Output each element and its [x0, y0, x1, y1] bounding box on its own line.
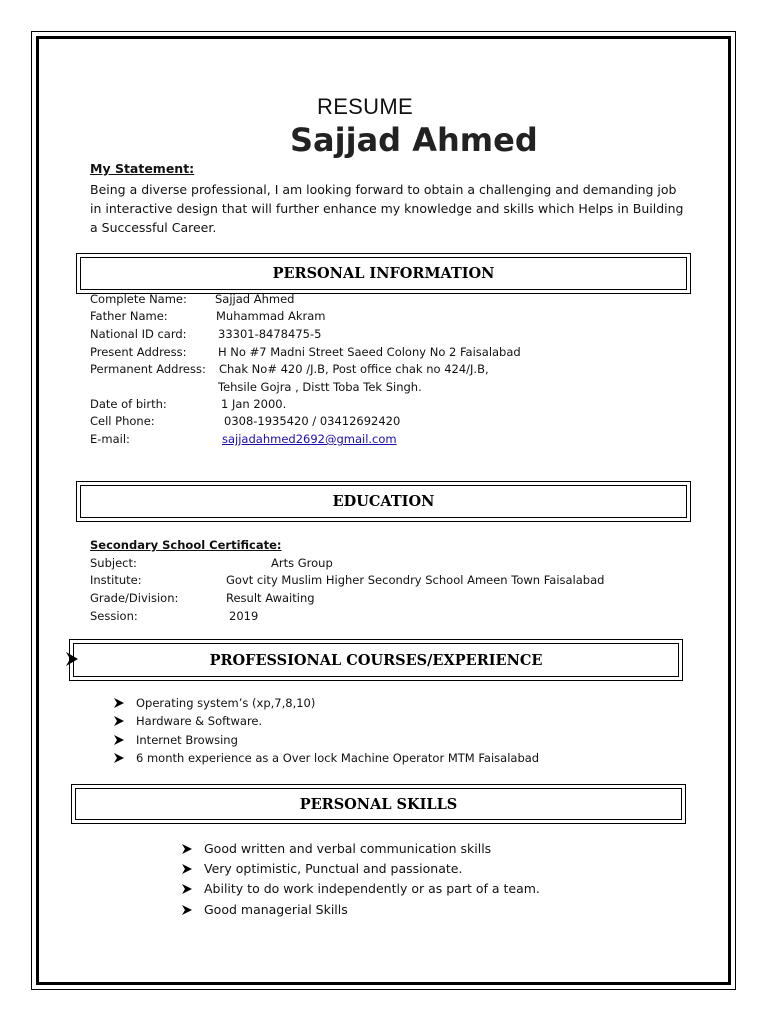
label-session: Session:	[90, 609, 138, 623]
value-complete-name: Sajjad Ahmed	[215, 292, 295, 306]
course-item-text: 6 month experience as a Over lock Machine Operator MTM Faisalabad	[136, 751, 540, 765]
arrow-bullet-icon	[114, 716, 124, 726]
courses-header	[69, 639, 683, 681]
value-national-id: 33301-8478475-5	[218, 327, 322, 341]
course-item-text: Hardware & Software.	[136, 714, 263, 728]
skill-item-text: Very optimistic, Punctual and passionate.	[204, 861, 463, 876]
value-permanent-address-cont: Tehsile Gojra , Distt Toba Tek Singh.	[218, 380, 422, 394]
label-cell-phone: Cell Phone:	[90, 414, 155, 428]
skill-item	[182, 841, 491, 856]
skill-item	[182, 881, 540, 896]
value-father-name: Muhammad Akram	[216, 309, 326, 323]
courses-title: PROFESSIONAL COURSES/EXPERIENCE	[209, 651, 543, 669]
label-national-id: National ID card:	[90, 327, 187, 341]
course-item-text: Internet Browsing	[136, 733, 238, 747]
label-institute: Institute:	[90, 573, 142, 587]
personal-info-header	[76, 253, 691, 294]
skill-item-text: Good written and verbal communication skills	[204, 841, 492, 856]
skill-item	[182, 902, 348, 917]
label-grade: Grade/Division:	[90, 591, 179, 605]
label-father-name: Father Name:	[90, 309, 168, 323]
value-subject: Arts Group	[271, 556, 333, 570]
label-complete-name: Complete Name:	[90, 292, 187, 306]
value-present-address: H No #7 Madni Street Saeed Colony No 2 Faisalabad	[218, 345, 521, 359]
course-item	[114, 696, 315, 710]
stray-arrow-icon	[66, 652, 78, 671]
course-item-text: Operating system’s (xp,7,8,10)	[136, 696, 316, 710]
value-institute: Govt city Muslim Higher Secondry School Ameen Town Faisalabad	[226, 573, 605, 587]
value-permanent-address: Chak No# 420 /J.B, Post office chak no 424/J.B,	[219, 362, 489, 376]
label-permanent-address: Permanent Address:	[90, 362, 206, 376]
course-item	[114, 733, 238, 747]
statement-label: My Statement:	[90, 161, 195, 176]
course-item	[114, 714, 262, 728]
skill-item-text: Good managerial Skills	[204, 902, 348, 917]
label-present-address: Present Address:	[90, 345, 187, 359]
arrow-bullet-icon	[114, 698, 124, 708]
label-email: E-mail:	[90, 432, 130, 446]
arrow-bullet-icon	[182, 884, 192, 894]
arrow-bullet-icon	[114, 753, 124, 763]
value-session: 2019	[229, 609, 259, 623]
education-title: EDUCATION	[332, 493, 435, 510]
email-link[interactable]: sajjadahmed2692@gmail.com	[222, 432, 397, 446]
arrow-bullet-icon	[114, 735, 124, 745]
personal-info-title: PERSONAL INFORMATION	[272, 265, 495, 282]
arrow-bullet-icon	[182, 864, 192, 874]
candidate-name: Sajjad Ahmed	[290, 121, 538, 159]
course-item	[114, 751, 539, 765]
statement-text: Being a diverse professional, I am looking forward to obtain a challenging and demanding job in interactive design that will further enhance my knowledge and skills which Helps in Building a Successful Career.	[90, 182, 684, 235]
school-certificate-label: Secondary School Certificate:	[90, 538, 282, 552]
arrow-bullet-icon	[182, 905, 192, 915]
value-cell-phone: 0308-1935420 / 03412692420	[224, 414, 401, 428]
resume-heading: RESUME	[317, 94, 413, 119]
skill-item-text: Ability to do work independently or as part of a team.	[204, 881, 540, 896]
value-date-of-birth: 1 Jan 2000.	[221, 397, 287, 411]
skills-title: PERSONAL SKILLS	[299, 795, 458, 813]
label-subject: Subject:	[90, 556, 137, 570]
education-header	[76, 481, 691, 522]
skill-item	[182, 861, 462, 876]
skills-header	[71, 784, 686, 824]
label-date-of-birth: Date of birth:	[90, 397, 167, 411]
arrow-bullet-icon	[182, 844, 192, 854]
value-grade: Result Awaiting	[226, 591, 315, 605]
